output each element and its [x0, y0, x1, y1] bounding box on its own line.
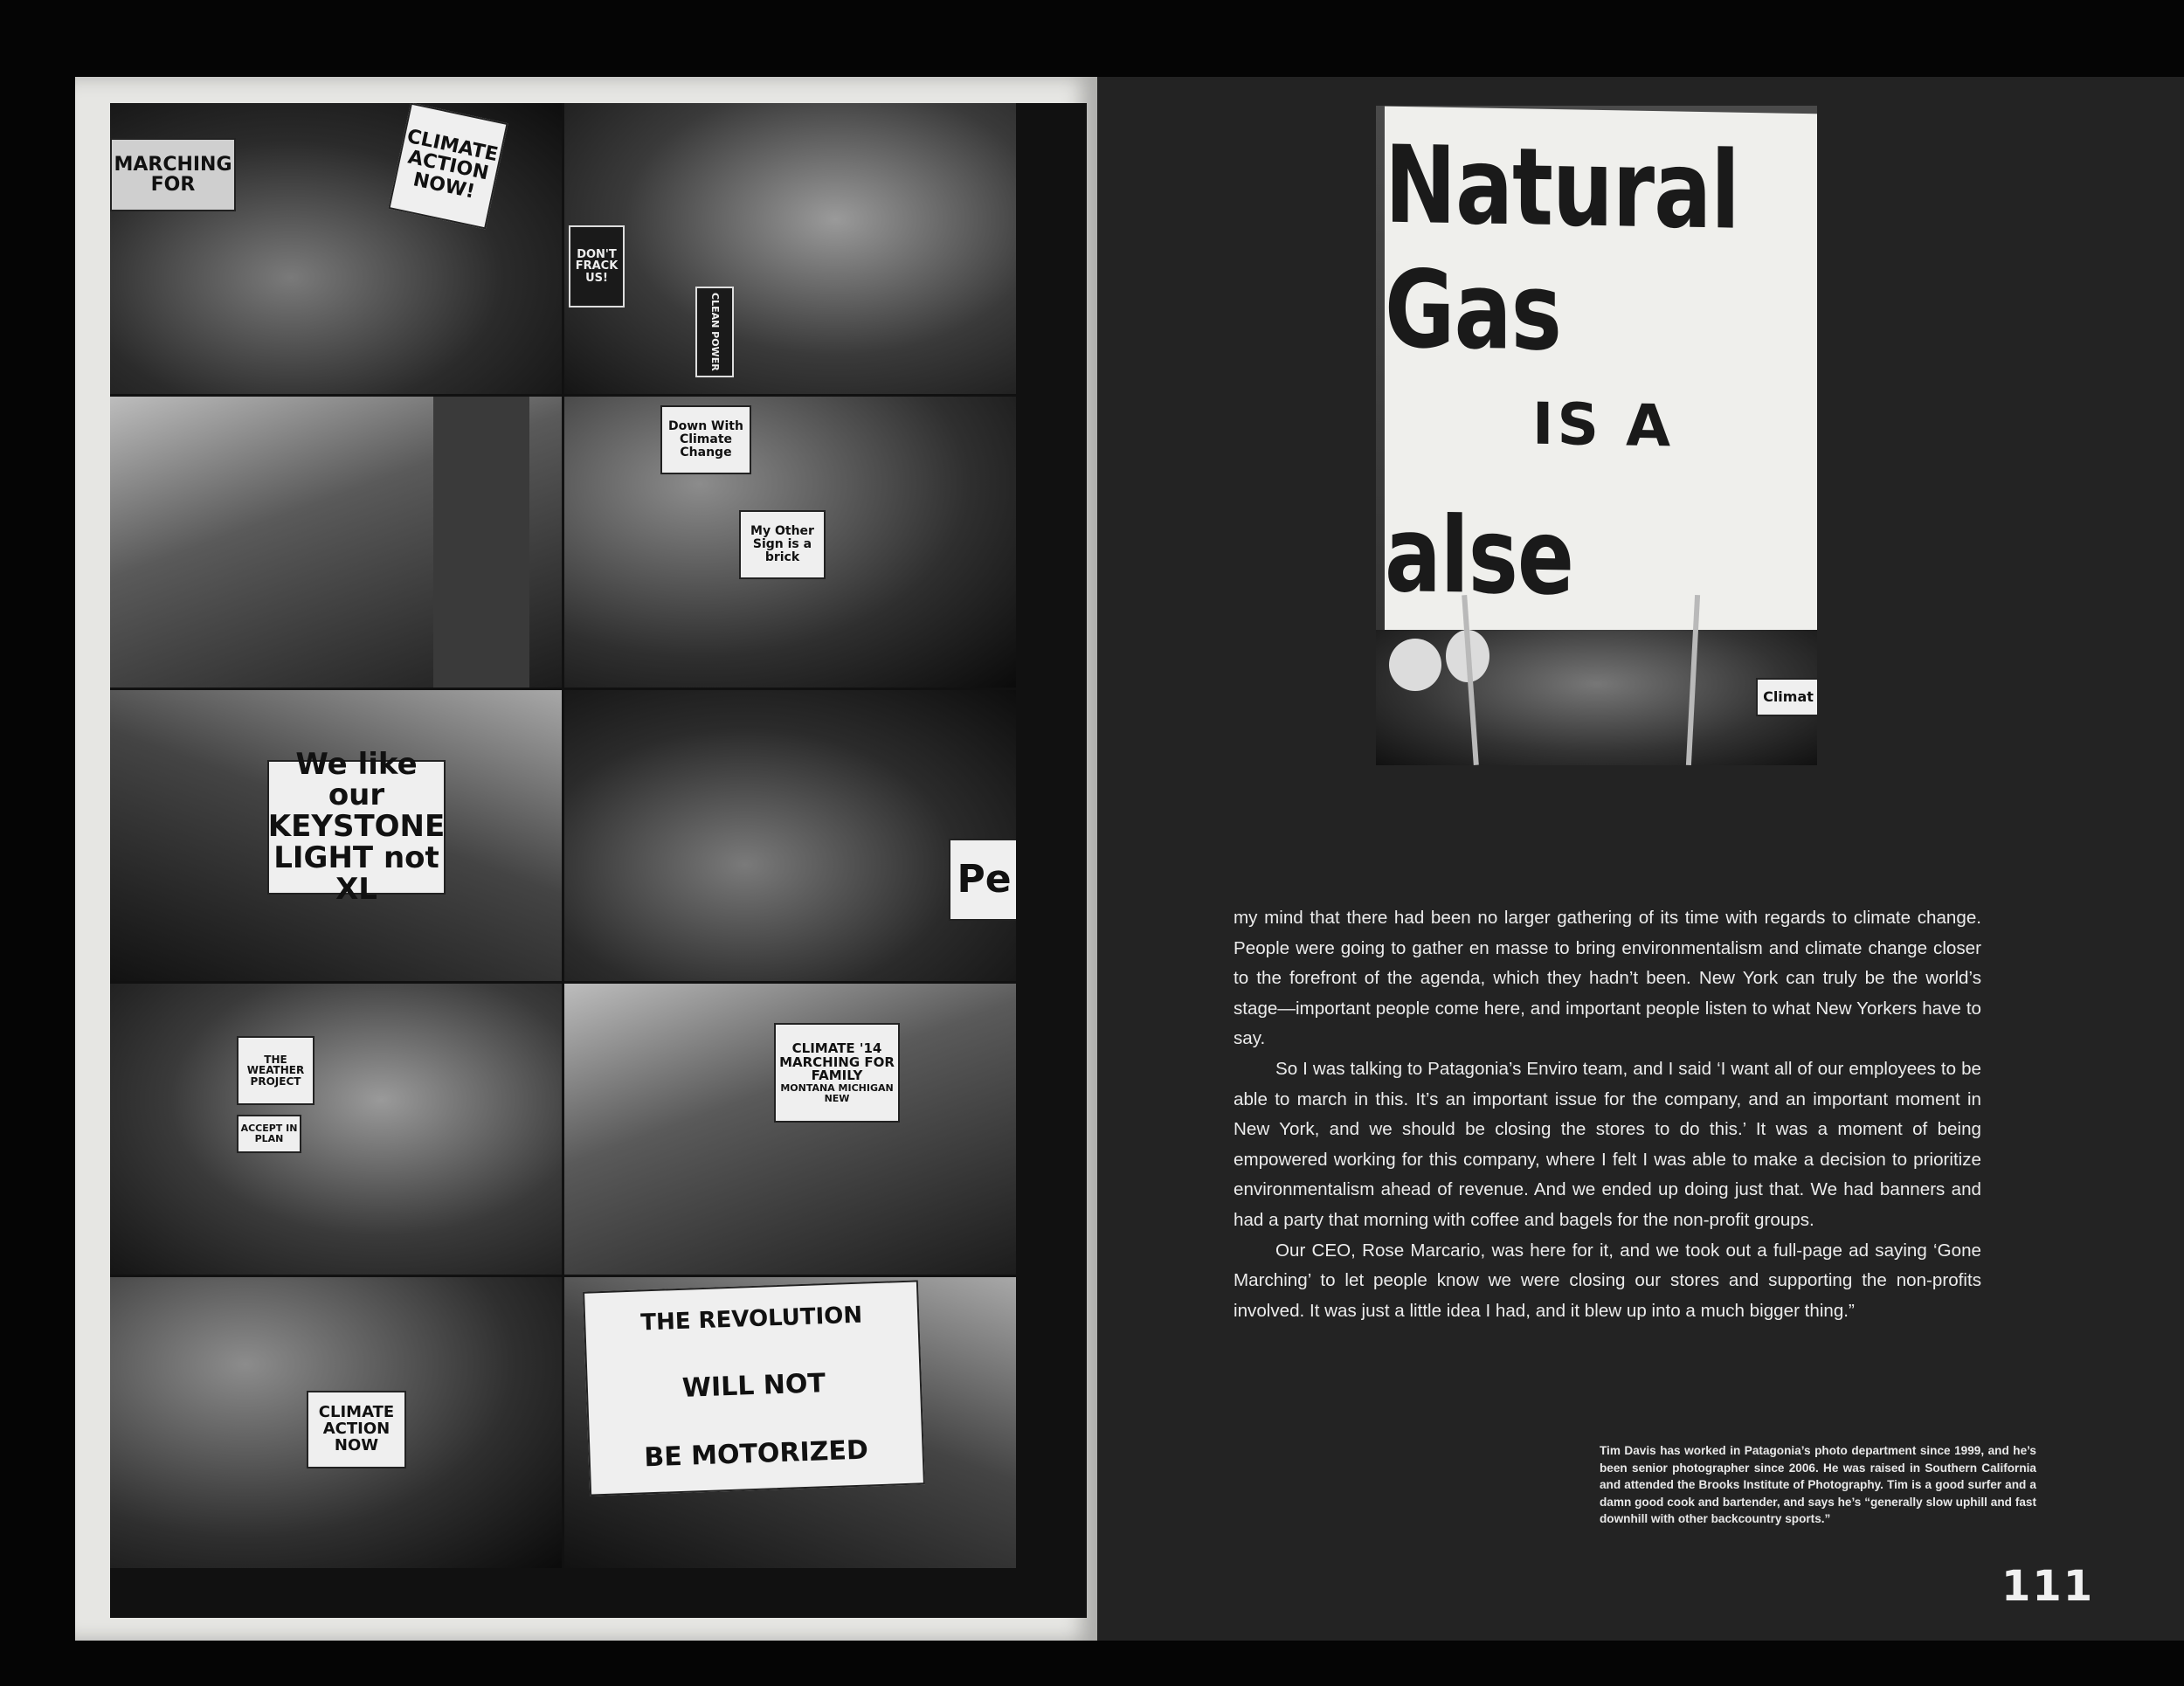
sign-accept-in-plan: ACCEPT IN PLAN [237, 1115, 301, 1153]
paragraph-3: Our CEO, Rose Marcario, was here for it, and we took out a full-page ad saying ‘Gone Marching’ to let people know we were closing our stores and supporting the non-profits involved. It was just a little idea I had, and it blew up into a much bigger thing.” [1234, 1240, 1981, 1321]
banner-revolution [583, 1280, 925, 1496]
banner-natural-gas-line2: IS A [1531, 390, 1675, 460]
sign-climate-action-now-bench: CLIMATE ACTION NOW [307, 1391, 406, 1468]
banner-line1: THE REVOLUTION [639, 1302, 863, 1337]
hero-photo-natural-gas-banner [1376, 106, 1817, 765]
banner-line2: WILL NOT [681, 1368, 826, 1404]
sign-partial-pe: Pe [949, 839, 1016, 921]
sign-down-with-climate-change: Down With Climate Change [660, 405, 751, 474]
paragraph-2: So I was talking to Patagonia’s Enviro team, and I said ‘I want all of our employees to be able to march in this. It’s an important issue for the company, and an important moment in New York, and we should be closing the stores to do this.’ It was a moment of being empowered working for this company, where I felt I was able to make a decision to prioritize environmentalism ahead of revenue. And we ended up doing just that. We had banners and had a party that morning with coffee and bagels for the non-profit groups. [1234, 1058, 1981, 1230]
sign-climate-action-now: CLIMATE ACTION NOW! [388, 103, 508, 229]
photo-grid [110, 103, 1087, 1618]
photo-seated-sign-holders [564, 397, 1016, 688]
balloon-1 [1389, 639, 1441, 691]
paragraph-1: my mind that there had been no larger gathering of its time with regards to climate change. People were going to gather en masse to bring environmentalism and climate change closer to the forefront of the agenda, which they hadn’t been. New York can truly be the world’s stage—important people come here, and important people listen to what New Yorkers have to say. [1234, 908, 1981, 1049]
sign-clean-power: CLEAN POWER [695, 287, 734, 377]
photographer-bio: Tim Davis has worked in Patagonia’s photo department since 1999, and he’s been senior photographer since 2006. He was raised in Southern California and attended the Brooks Institute of Photography. Tim is a good surfer and a damn good cook and bartender, and says he’s “generally slow uphill and fast downhill with other backcountry sports.” [1600, 1444, 2036, 1525]
side-sign: Climat [1756, 678, 1817, 716]
banner-natural-gas [1385, 107, 1817, 647]
photo-will-not-be-motorized [564, 1277, 1016, 1568]
photo-bench-couple [110, 1277, 562, 1568]
tree-trunk [433, 397, 529, 688]
right-page [1097, 77, 2184, 1641]
photo-marchers-street [564, 103, 1016, 394]
photo-trees-crowd [110, 397, 562, 688]
sign-marching-for-family-line2: MONTANA MICHIGAN NEW [780, 1082, 894, 1104]
sign-my-other-sign: My Other Sign is a brick [739, 510, 826, 579]
article-body [1234, 903, 1981, 1326]
banner-line3: BE MOTORIZED [643, 1434, 869, 1474]
page-number: 111 [2001, 1562, 2095, 1611]
photo-native-headdress [564, 690, 1016, 981]
sign-dont-frack: DON'T FRACK US! [569, 225, 625, 307]
sign-marching-for: MARCHING FOR [110, 138, 236, 211]
sign-marching-for-family [774, 1023, 900, 1123]
photo-weather-project [110, 984, 562, 1275]
banner-natural-gas-line3: alse [1385, 493, 1573, 619]
photo-climate-action-now [110, 103, 562, 394]
sign-weather-project: THE WEATHER PROJECT [237, 1036, 314, 1105]
sign-marching-for-family-line1: CLIMATE '14 MARCHING FOR FAMILY [779, 1040, 895, 1084]
banner-natural-gas-line1: Natural Gas [1385, 123, 1739, 376]
crowd [1376, 630, 1817, 765]
left-page [75, 77, 1097, 1641]
sign-keystone-light: We like our KEYSTONE LIGHT not XL [267, 746, 446, 907]
photo-keystone-light [110, 690, 562, 981]
photo-marching-for-family [564, 984, 1016, 1275]
